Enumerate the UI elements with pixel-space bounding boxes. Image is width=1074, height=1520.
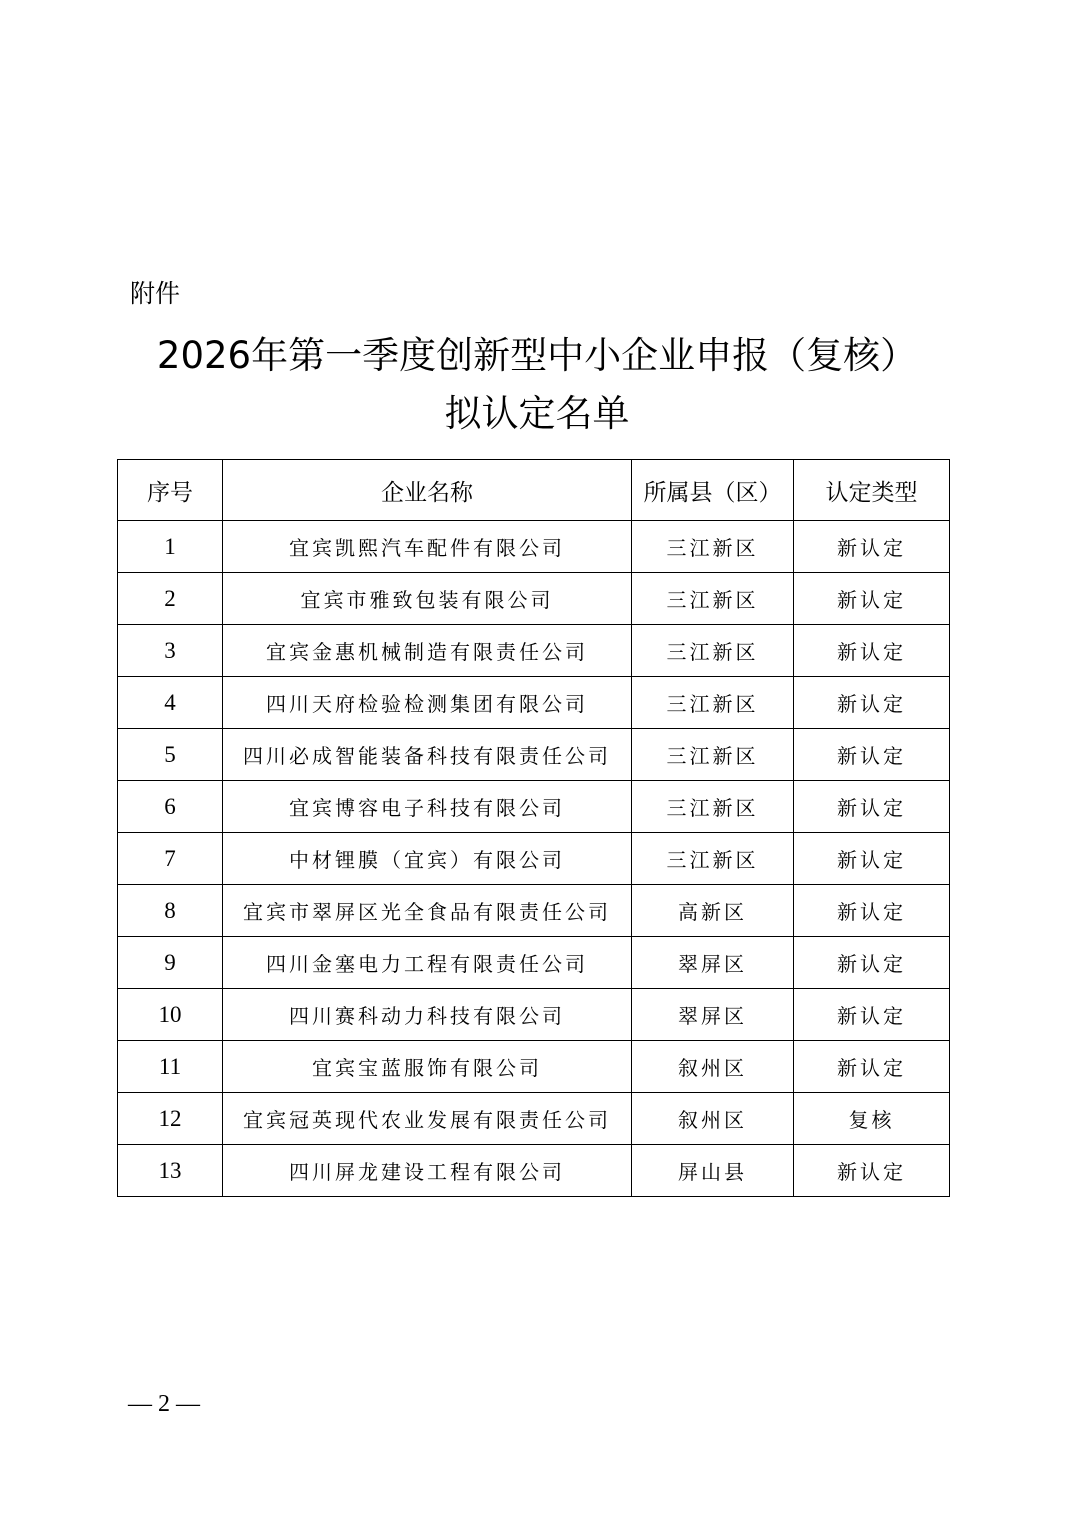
title-line-1: 2026年第一季度创新型中小企业申报（复核） — [156, 334, 918, 377]
row-company: 宜宾金惠机械制造有限责任公司 — [223, 625, 632, 677]
row-company: 宜宾宝蓝服饰有限公司 — [223, 1041, 632, 1093]
row-index: 8 — [118, 885, 223, 937]
row-company: 宜宾市翠屏区光全食品有限责任公司 — [223, 885, 632, 937]
table-row — [118, 937, 950, 989]
row-company: 四川金塞电力工程有限责任公司 — [223, 937, 632, 989]
row-index: 6 — [118, 781, 223, 833]
row-index: 3 — [118, 625, 223, 677]
table-row — [118, 1093, 950, 1145]
table-row — [118, 521, 950, 573]
row-company: 四川屏龙建设工程有限公司 — [223, 1145, 632, 1197]
row-type: 新认定 — [794, 521, 950, 573]
row-type: 新认定 — [794, 781, 950, 833]
row-district: 三江新区 — [632, 521, 794, 573]
row-district: 三江新区 — [632, 573, 794, 625]
table-row — [118, 573, 950, 625]
row-index: 9 — [118, 937, 223, 989]
row-district: 三江新区 — [632, 625, 794, 677]
row-district: 翠屏区 — [632, 937, 794, 989]
row-type: 新认定 — [794, 937, 950, 989]
row-type: 新认定 — [794, 1041, 950, 1093]
row-district: 三江新区 — [632, 677, 794, 729]
row-type: 新认定 — [794, 989, 950, 1041]
row-type: 新认定 — [794, 625, 950, 677]
row-district: 三江新区 — [632, 781, 794, 833]
row-index: 11 — [118, 1041, 223, 1093]
table-header-row — [118, 460, 950, 521]
header-company: 企业名称 — [223, 460, 632, 521]
enterprise-table — [117, 459, 950, 1197]
row-district: 翠屏区 — [632, 989, 794, 1041]
row-type: 新认定 — [794, 573, 950, 625]
table-row — [118, 989, 950, 1041]
row-index: 2 — [118, 573, 223, 625]
row-district: 屏山县 — [632, 1145, 794, 1197]
row-district: 三江新区 — [632, 729, 794, 781]
row-type: 新认定 — [794, 1145, 950, 1197]
table-row — [118, 885, 950, 937]
header-district: 所属县（区） — [632, 460, 794, 521]
header-index: 序号 — [118, 460, 223, 521]
row-index: 1 — [118, 521, 223, 573]
row-index: 4 — [118, 677, 223, 729]
table-row — [118, 1145, 950, 1197]
table-row — [118, 729, 950, 781]
table-row — [118, 625, 950, 677]
row-company: 宜宾冠英现代农业发展有限责任公司 — [223, 1093, 632, 1145]
row-type: 新认定 — [794, 729, 950, 781]
row-type: 新认定 — [794, 677, 950, 729]
row-company: 中材锂膜（宜宾）有限公司 — [223, 833, 632, 885]
attachment-label: 附件 — [130, 279, 181, 308]
row-company: 宜宾凯熙汽车配件有限公司 — [223, 521, 632, 573]
title-line-2: 拟认定名单 — [444, 392, 630, 435]
table-row — [118, 781, 950, 833]
row-district: 叙州区 — [632, 1093, 794, 1145]
row-index: 12 — [118, 1093, 223, 1145]
row-district: 三江新区 — [632, 833, 794, 885]
row-company: 四川赛科动力科技有限公司 — [223, 989, 632, 1041]
row-company: 宜宾博容电子科技有限公司 — [223, 781, 632, 833]
row-index: 10 — [118, 989, 223, 1041]
document-title — [0, 330, 1074, 440]
row-index: 13 — [118, 1145, 223, 1197]
row-district: 高新区 — [632, 885, 794, 937]
row-type: 复核 — [794, 1093, 950, 1145]
page-number: — 2 — — [128, 1391, 200, 1417]
row-index: 7 — [118, 833, 223, 885]
row-index: 5 — [118, 729, 223, 781]
table-row — [118, 677, 950, 729]
table-row — [118, 833, 950, 885]
header-type: 认定类型 — [794, 460, 950, 521]
row-company: 四川必成智能装备科技有限责任公司 — [223, 729, 632, 781]
row-type: 新认定 — [794, 885, 950, 937]
table-row — [118, 1041, 950, 1093]
row-company: 宜宾市雅致包装有限公司 — [223, 573, 632, 625]
row-district: 叙州区 — [632, 1041, 794, 1093]
row-type: 新认定 — [794, 833, 950, 885]
row-company: 四川天府检验检测集团有限公司 — [223, 677, 632, 729]
